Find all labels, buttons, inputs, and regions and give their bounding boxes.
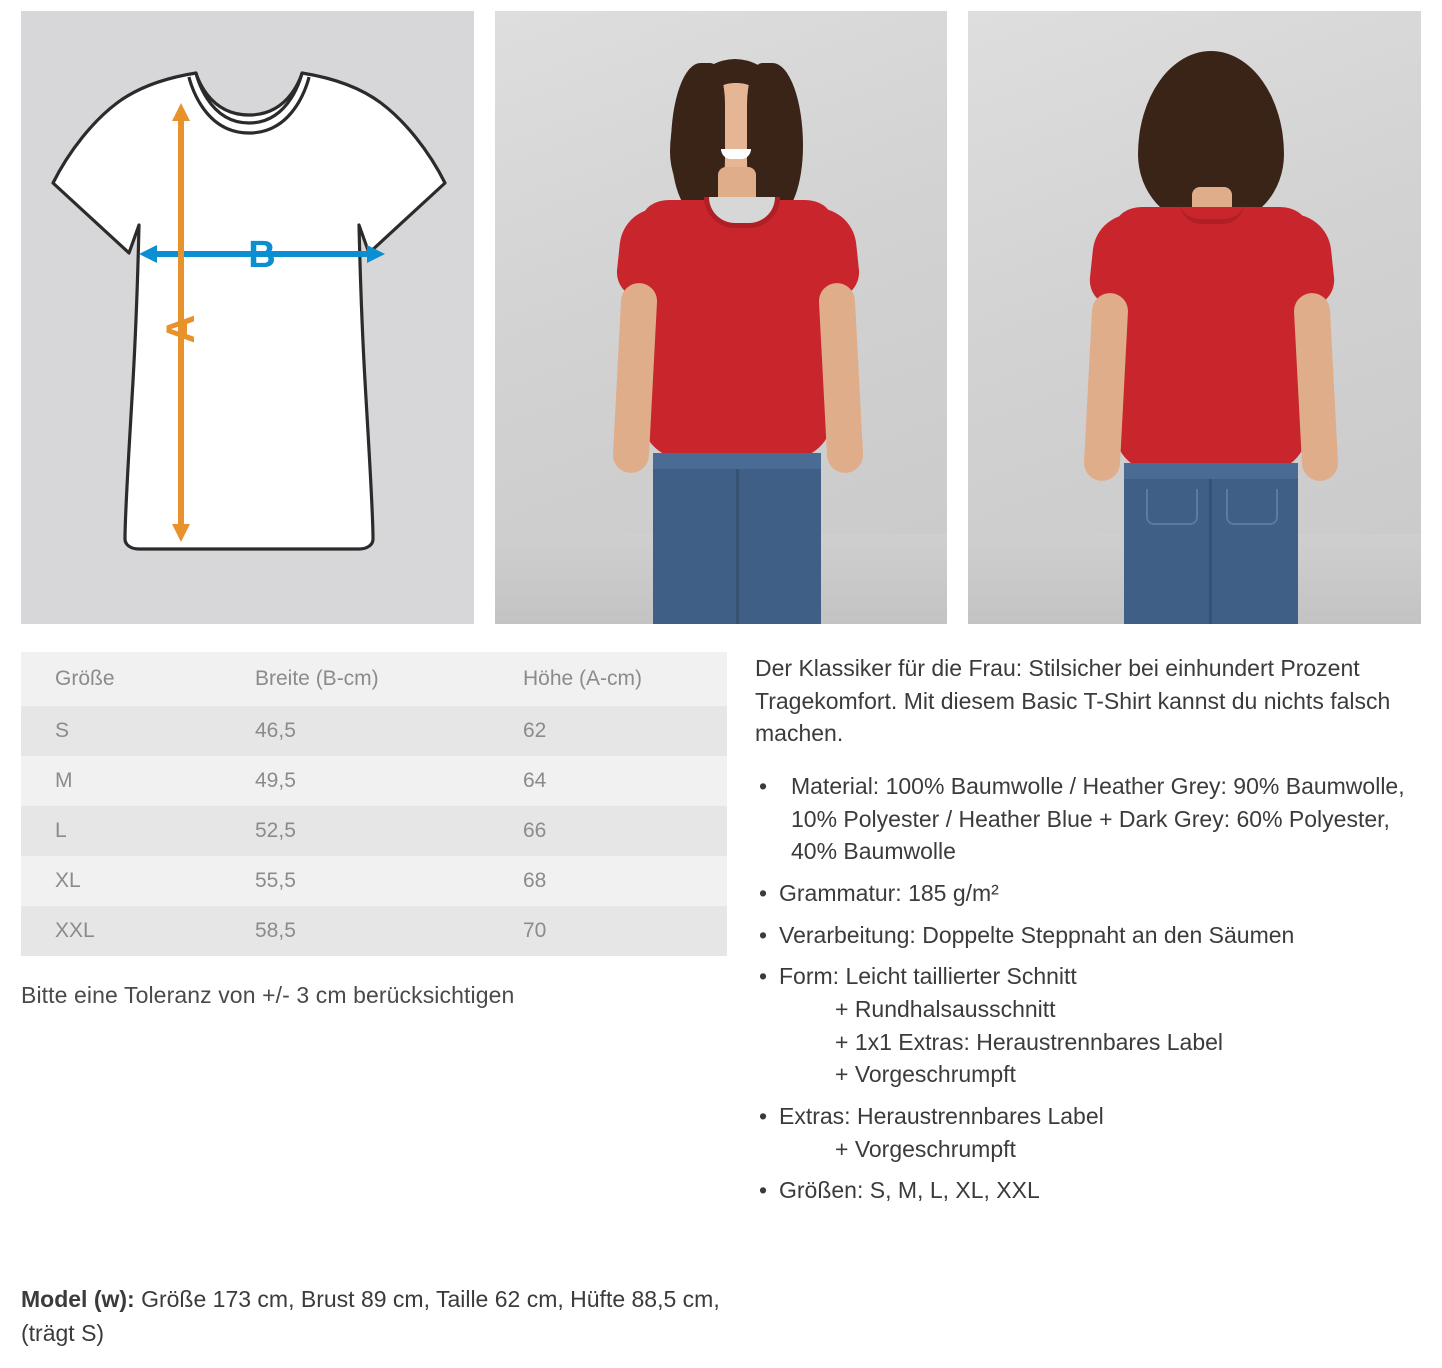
table-row — [21, 906, 727, 956]
jeans-pocket-left — [1146, 489, 1198, 525]
description-column — [755, 652, 1421, 1216]
table-header-row — [21, 652, 727, 706]
cell-size: M — [21, 756, 221, 806]
spec-text: • Material: 100% Baumwolle / Heather Grey: 90% Baumwolle, 10% Polyester / Heather Blue + Dark Grey: 60% Polyester, 40% Baumwolle — [791, 772, 1405, 865]
model-front-photo — [495, 11, 948, 624]
jeans-waistband — [653, 453, 821, 469]
cell-size: XXL — [21, 906, 221, 956]
list-item — [755, 1174, 1421, 1207]
cell-width: 58,5 — [221, 906, 489, 956]
cell-size: L — [21, 806, 221, 856]
model-info — [21, 1283, 721, 1350]
table-row — [21, 806, 727, 856]
size-table-column — [21, 652, 727, 1216]
model-info-text: Größe 173 cm, Brust 89 cm, Taille 62 cm, Hüfte 88,5 cm, (trägt S) — [21, 1286, 720, 1346]
model-front-figure — [495, 11, 948, 624]
list-item — [755, 1100, 1421, 1165]
cell-size: S — [21, 706, 221, 756]
column-header-width: Breite (B-cm) — [221, 652, 489, 706]
cell-width: 52,5 — [221, 806, 489, 856]
table-row — [21, 756, 727, 806]
smile — [721, 149, 751, 159]
tshirt-outline-svg — [21, 11, 474, 624]
cell-height: 64 — [489, 756, 727, 806]
spec-list — [755, 770, 1421, 1207]
spec-sub-text: + Rundhalsausschnitt — [835, 995, 1056, 1022]
table-row — [21, 706, 727, 756]
image-row — [0, 0, 1442, 624]
height-label: A — [159, 314, 203, 344]
spec-text: Verarbeitung: Doppelte Steppnaht an den Säumen — [779, 921, 1295, 948]
spec-sub-text: + Vorgeschrumpft — [835, 1061, 1016, 1088]
tolerance-note: Bitte eine Toleranz von +/- 3 cm berücksichtigen — [21, 982, 515, 1008]
cell-size: XL — [21, 856, 221, 906]
jeans-seam — [736, 469, 739, 624]
list-item — [755, 960, 1421, 1091]
jeans-seam-back — [1209, 479, 1212, 624]
spec-text: Größen: S, M, L, XL, XXL — [779, 1177, 1040, 1204]
cell-height: 62 — [489, 706, 727, 756]
spec-text: Form: Leicht taillierter Schnitt — [779, 963, 1077, 990]
column-header-height: Höhe (A-cm) — [489, 652, 727, 706]
spec-sub-text: + Vorgeschrumpft — [835, 1135, 1016, 1162]
column-header-size: Größe — [21, 652, 221, 706]
cell-height: 70 — [489, 906, 727, 956]
cell-width: 49,5 — [221, 756, 489, 806]
spec-text: Extras: Heraustrennbares Label — [779, 1102, 1104, 1129]
model-back-photo — [968, 11, 1421, 624]
table-row — [21, 856, 727, 906]
tshirt-sleeve-left-back — [1088, 210, 1159, 310]
jeans-waistband-back — [1124, 463, 1298, 479]
cell-width: 46,5 — [221, 706, 489, 756]
measurement-diagram-panel — [21, 11, 474, 624]
content-row — [0, 624, 1442, 1216]
arm-right-back — [1293, 292, 1339, 482]
list-item — [755, 877, 1421, 910]
model-info-label: Model (w): — [21, 1286, 135, 1313]
product-intro: Der Klassiker für die Frau: Stilsicher bei einhundert Prozent Tragekomfort. Mit diesem Basic T-Shirt kannst du nichts falsch machen. — [755, 655, 1391, 747]
list-item — [755, 919, 1421, 952]
hair-left-strand — [671, 63, 725, 213]
jeans-pocket-right — [1226, 489, 1278, 525]
arm-left — [612, 282, 658, 474]
size-table — [21, 652, 727, 956]
model-back-figure — [968, 11, 1421, 624]
cell-height: 68 — [489, 856, 727, 906]
spec-text: Grammatur: 185 g/m² — [779, 879, 999, 906]
cell-width: 55,5 — [221, 856, 489, 906]
width-label: B — [248, 234, 276, 276]
list-item — [755, 770, 1421, 868]
spec-sub-text: + 1x1 Extras: Heraustrennbares Label — [835, 1028, 1224, 1055]
arm-right — [818, 282, 864, 474]
cell-height: 66 — [489, 806, 727, 856]
